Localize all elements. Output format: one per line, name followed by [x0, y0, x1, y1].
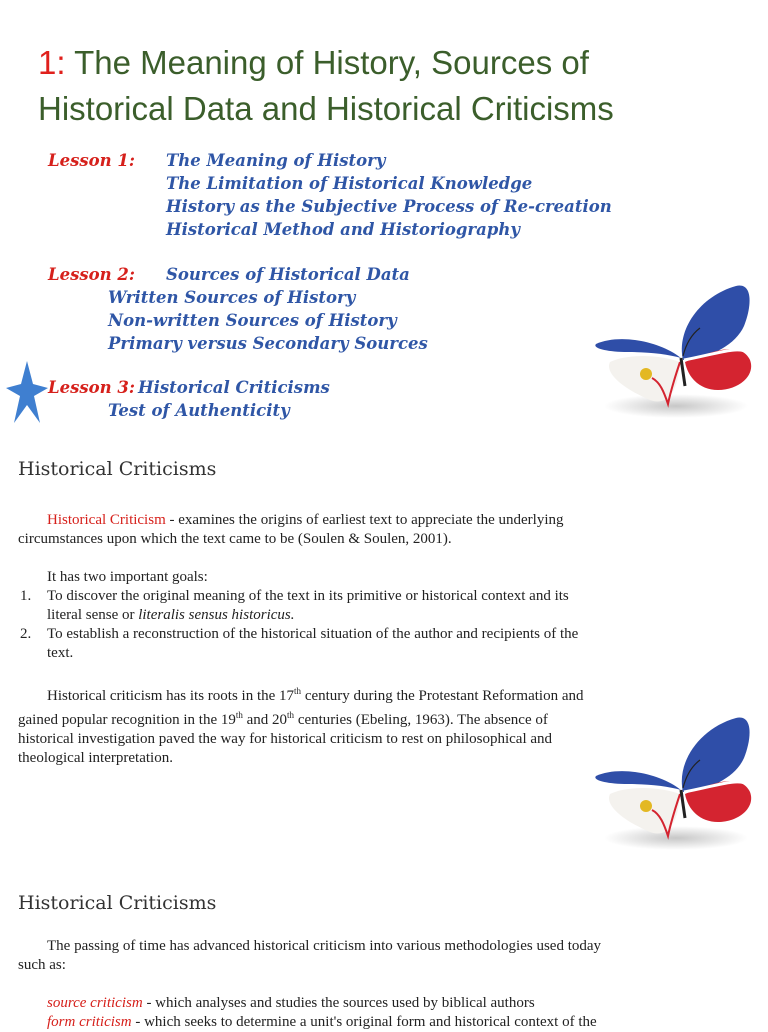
title-line-2: Historical Data and Historical Criticisms: [38, 90, 614, 127]
para-text: century during the Protestant Reformation and: [301, 688, 584, 704]
goal-2-line-1: To establish a reconstruction of the historical situation of the author and recipients of the: [47, 626, 579, 642]
para-text: and 20: [242, 712, 288, 728]
chapter-number: 1:: [38, 44, 66, 81]
method-term: form criticism: [47, 1014, 132, 1030]
butterfly-philippine-flag-icon: [588, 282, 758, 422]
para-text: gained popular recognition in the 19: [18, 712, 236, 728]
method-text: - which seeks to determine a unit's original form and historical context of the: [131, 1014, 597, 1030]
definition-text: - examines the origins of earliest text to appreciate the underlying: [165, 512, 564, 528]
history-para-line-3: historical investigation paved the way for historical criticism to rest on philosophical and: [18, 731, 553, 747]
lesson-3-item-1: Historical Criticisms: [138, 378, 330, 397]
lesson-3-item-2: Test of Authenticity: [108, 401, 290, 420]
lesson-1-label: Lesson 1:: [48, 151, 135, 170]
section-2-intro-line-1: The passing of time has advanced historical criticism into various methodologies used today: [47, 938, 602, 954]
para-text: centuries (Ebeling, 1963). The absence of: [294, 712, 548, 728]
superscript: th: [235, 710, 243, 720]
page-title: [38, 40, 614, 132]
section-2-body: [18, 937, 618, 1032]
para-text: Historical criticism has its roots in the 17: [47, 688, 295, 704]
lesson-3-label: Lesson 3:: [48, 378, 135, 397]
star-icon: [6, 361, 48, 423]
lesson-2-label: Lesson 2:: [48, 265, 135, 284]
section-2-intro-line-2: such as:: [18, 957, 66, 973]
goal-1-line-1: To discover the original meaning of the text in its primitive or historical context and its: [47, 588, 569, 604]
method-form-criticism: [18, 1013, 618, 1032]
superscript: th: [294, 686, 302, 696]
section-2-heading: Historical Criticisms: [18, 892, 217, 914]
goal-1-latin: literalis sensus historicus.: [138, 607, 295, 623]
section-1-body: [18, 511, 618, 768]
goal-2-number: 2.: [20, 626, 32, 642]
lesson-1-item-3: History as the Subjective Process of Re-creation: [166, 197, 612, 216]
history-para-line-4: theological interpretation.: [18, 750, 173, 766]
history-para-line-2: [18, 706, 618, 730]
butterfly-philippine-flag-icon-2: [588, 714, 758, 854]
method-term: source criticism: [47, 995, 143, 1011]
method-source-criticism: [18, 994, 618, 1013]
method-text: - which analyses and studies the sources used by biblical authors: [142, 995, 535, 1011]
title-line-1: The Meaning of History, Sources of: [65, 44, 589, 81]
goal-1-line-2: literal sense or: [47, 607, 139, 623]
definition-term: Historical Criticism: [47, 512, 166, 528]
superscript: th: [287, 710, 295, 720]
lesson-1-item-4: Historical Method and Historiography: [166, 220, 520, 239]
lesson-2-item-3: Non-written Sources of History: [108, 311, 397, 330]
goals-intro: It has two important goals:: [47, 569, 208, 585]
definition-line-2: circumstances upon which the text came to be (Soulen & Soulen, 2001).: [18, 531, 452, 547]
goal-1-number: 1.: [20, 588, 32, 604]
lesson-1-item-1: The Meaning of History: [166, 151, 386, 170]
history-para-line-1: [18, 682, 618, 706]
goal-2-line-2: text.: [47, 645, 74, 661]
section-1-heading: Historical Criticisms: [18, 458, 217, 480]
lesson-2-item-2: Written Sources of History: [108, 288, 356, 307]
lesson-2-item-1: Sources of Historical Data: [166, 265, 410, 284]
lesson-1-item-2: The Limitation of Historical Knowledge: [166, 174, 533, 193]
lesson-2-item-4: Primary versus Secondary Sources: [108, 334, 428, 353]
